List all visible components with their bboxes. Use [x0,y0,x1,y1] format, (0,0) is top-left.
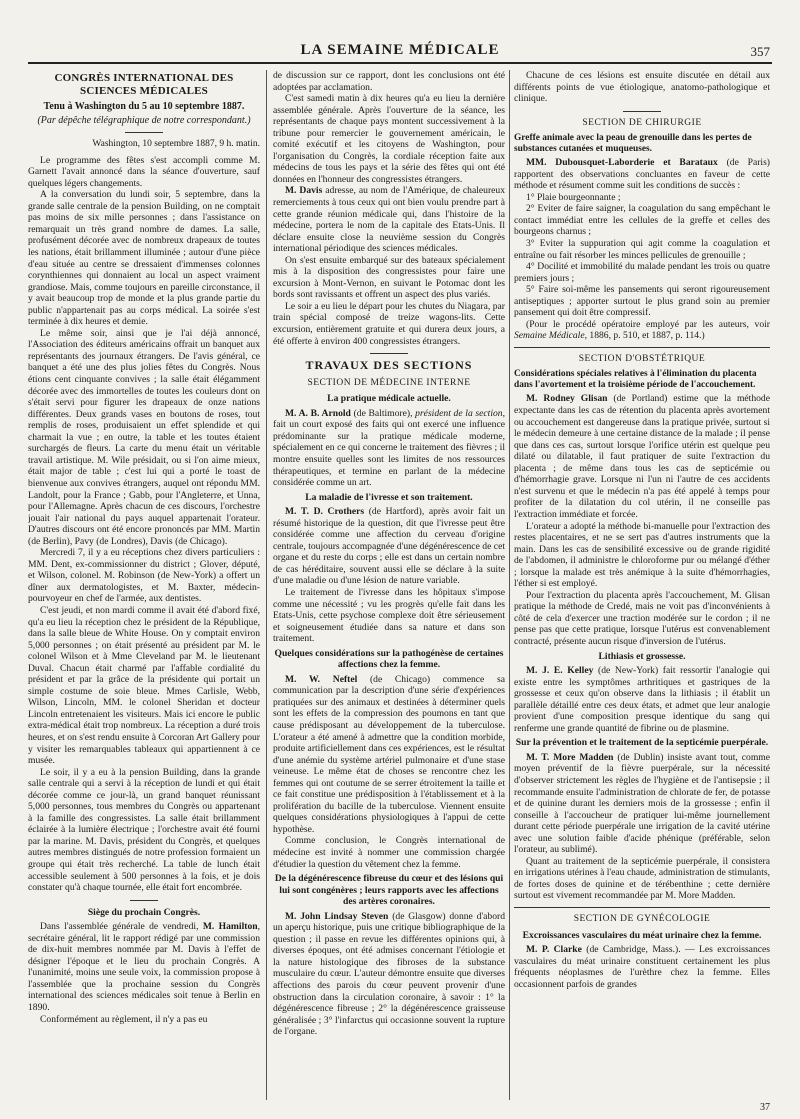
congress-title: CONGRÈS INTERNATIONAL DES SCIENCES MÉDICALES [54,72,234,97]
reference-note: (Pour le procédé opératoire employé par les auteurs, voir Semaine Médicale, 1886, p. 510, et 1887, p. 114.) [514,318,770,342]
page-number: 357 [750,44,770,59]
paragraph: M. W. Neftel (de Chicago) commence sa communication par la description d'une série d'expériences pratiquées sur des animaux et destinées à déterminer quels sont les effets de la compression des poumons en tant que cause prédisposant au développement de la tuberculose. L'orateur a été amené à admettre que la condition morbide, produite artificiellement dans ces expériences, est le résultat d'une anémie du système artériel pulmonaire et d'une stase veineuse. Le même état de choses se rencontre chez les femmes qui ont coutume de se serrer étroitement la taille et ce fait constitue une prédisposition à l'établissement et à la prolifération du bacille de la tuberculose. Viennent ensuite quelques considérations physiologiques à l'appui de cette hypothèse. [273,673,505,835]
speaker-name: M. Davis [285,185,323,197]
list-item: 4° Docilité et immobilité du malade pendant les trois ou quatre premiers jours ; [514,261,770,284]
paragraph: Le traitement de l'ivresse dans les hôpitaux s'impose comme une nécessité ; vu les progrès qu'elle fait dans les Etats-Unis, cette psychose complexe doit être sérieusement et soigneusement étudiée dans sa nature et dans son traitement. [273,586,505,645]
paragraph: C'est jeudi, et non mardi comme il avait été d'abord fixé, qu'a eu lieu la réception chez le président de la République, dans la salle bleue de White House. On y comptait environ 5,000 personnes ; on était présenté au président par M. le colonel Wilson et à Mme Cleveland par M. le lieutenant Duval. Chacun était charmé par l'affable cordialité du président et par la grâce de la présidente qui portait un simple costume de soie bleue. Mmes Carlisle, Webb, Wilson, Lincoln, MM. le colonel Sheridan et docteur Lincoln entretenaient les visiteurs. Mais ici encore le public extra-médical était trop nombreux. La réception a duré trois heures, et on s'est rendu ensuite à Corcoran Art Gallery pour y visiter les remarquables tableaux qui appartiennent à ce musée. [28,604,260,767]
sheet-signature: 37 [760,1102,770,1113]
paragraph: Le programme des fêtes s'est accompli comme M. Garnett l'avait annoncé dans la séance d'ouverture, sauf quelques légers changements. [28,154,260,189]
divider [130,900,158,901]
header-rule [28,62,772,64]
divider [514,347,770,348]
subsection-title: La pratique médicale actuelle. [327,393,451,405]
divider [514,907,770,908]
column-1 [28,70,260,1098]
column-divider-2 [509,70,510,1100]
list-item: 1° Plaie bourgeonnante ; [526,191,621,203]
speaker-name: M. Hamilton [202,921,258,933]
dateline: Washington, 10 septembre 1887, 9 h. matin. [92,139,260,150]
paragraph: M. P. Clarke (de Cambridge, Mass.). — Les excroissances vasculaires du méat urinaire constituent certainement les plus fréquents néoplasmes de l'urèthre chez la femme. Elles occasionnent parfois de grandes [514,944,770,990]
paragraph: Quant au traitement de la septicémie puerpérale, il consistera en irrigations utérines à l'eau chaude, administration de stimulants, de fortes doses de quinine et de térébenthine ; cette dernière surtout est vivement recommandée par M. More Madden. [514,855,770,902]
paragraph: Conformément au règlement, il n'y a pas eu [40,1013,208,1025]
speaker-name: M. W. Neftel [285,673,358,685]
paragraph: A la conversation du lundi soir, 5 septembre, dans la grande salle centrale de la pension Building, on ne comptait pas moins de six mille personnes ; dans l'assistance on remarquait un très grand nombre de dames. La salle, profusément décorée avec de nombreux drapeaux de toutes les nations, était brillamment illuminée ; autour d'une pièce d'eau située au centre se dressaient d'immenses colonnes corynthiennes qui donnaient au local un aspect vraiment grandiose. Mais, comme toujours en pareille circonstance, il y avait beaucoup trop de monde et la plus grande partie du public n'appartenait pas au corps médical. La soirée s'est terminée à dix heures et demie. [28,189,260,328]
paragraph: Le soir, il y a eu à la pension Building, dans la grande salle centrale qui a servi à la réception de lundi et qui était décorée comme ce jour-là, un grand banquet réunissant 5,000 personnes, tous membres du Congrès ou appartenant à la famille des congressistes. La salle était brillamment éclairée à la lumière électrique ; l'orchestre avait été fourni par la marine. M. Davis, président du Congrès, et quelques autres membres distingués de notre profession formaient un groupe qui était très recherché. La table de lunch était accessible seulement à 500 personnes à la fois, et je dois constater qu'à chaque tournée, elle était fort encombrée. [28,766,260,894]
column-2 [273,70,505,1098]
subsection-title: Sur la prévention et le traitement de la septicémie puerpérale. [515,737,769,749]
subsection-title: Greffe animale avec la peau de grenouille dans les pertes de substances cutanées et muqueuses. [514,133,752,154]
paragraph: M. T. D. Crothers (de Hartford), après avoir fait un résumé historique de la question, dit que l'ivresse peut être considérée comme une affection du cerveau d'origine centrale, toujours accompagnée d'une dégénérescence de cet organe et du reste du corps ; elle est dans un certain nombre de cas héréditaire, souvent aussi elle se déclare à la suite d'une maladie ou d'une lésion de nature variable. [273,506,505,587]
paragraph: M. John Lindsay Steven (de Glasgow) donne d'abord un aperçu historique, puis une critique bibliographique de la question ; il passe en revue les différentes opinions qui, à diverses époques, ont été admises concernant l'étiologie et la nature histologique des fibroses de la substance musculaire du cœur. L'auteur démontre ensuite que diverses affections des parois du cœur peuvent provenir d'une obstruction dans la circulation coronaire, à savoir : 1° la dégénérescence fibreuse ; 2° la dégénérescence graisseuse généralisée ; 3° l'infarctus qui occasionne souvent la rupture de l'organe. [273,910,505,1038]
congress-subtitle: Tenu à Washington du 5 au 10 septembre 1887. [43,101,245,112]
paragraph: On s'est ensuite embarqué sur des bateaux spécialement mis à la disposition des congressistes pour faire une excursion à Mont-Vernon, en suivant le Potomac dont les bords sont ravissants et offrent un aspect des plus variés. [273,254,505,301]
subsection-title: La maladie de l'ivresse et son traitement. [305,491,473,503]
paragraph: M. T. More Madden (de Dublin) insiste avant tout, comme moyen préventif de la fièvre puerpérale, sur la nécessité d'observer strictement les règles de l'hygiène et de l'antisepsie ; il recommande ensuite l'administration de chlorate de fer, de potasse et de quinine durant les derniers mois de la grossesse ; enfin il conseille à l'accoucheur de pratiquer lui-même journellement durant cette période puerpérale une irrigation de la cavité utérine avec une solution faible d'acide phénique (préférable, selon l'orateur, au sublimé). [514,751,770,856]
section-name: SECTION DE GYNÉCOLOGIE [573,914,711,924]
subsection-title: Quelques considérations sur la pathogénèse de certaines affections chez la femme. [274,647,504,671]
subsection-title: Considérations spéciales relatives à l'élimination du placenta dans l'avortement et la troisième période de l'accouchement. [514,369,757,390]
column-3 [514,70,770,1098]
speaker-name: M. Rodney Glisan [526,393,608,405]
subsection-title: Excroissances vasculaires du méat urinaire chez la femme. [522,929,762,941]
speaker-name: M. J. E. Kelley [526,665,594,677]
section-name: SECTION D'OBSTÉTRIQUE [578,353,706,364]
section-heading: TRAVAUX DES SECTIONS [305,358,473,373]
speaker-name: M. T. D. Crothers [285,506,365,518]
paragraph: L'orateur a adopté la méthode bi-manuelle pour l'extraction des restes placentaires, et ne se sert pas d'autres instruments que la main. Dans les cas de sensibilité excessive ou de grande rigidité de l'abdomen, il administre le chloroforme pur ou mélangé d'éther ; lorsque la malade est très anémique à la suite d'hémorrhagies, l'éther si est employé. [514,520,770,590]
speaker-name: MM. Dubousquet-Laborderie et Barataux [526,157,718,169]
paragraph: de discussion sur ce rapport, dont les conclusions ont été adoptées par acclamation. [273,70,505,93]
paragraph: Chacune de ces lésions est ensuite discutée en détail aux différents points de vue étiologique, anatomo-pathologique et clinique. [514,70,770,105]
paragraph: Mercredi 7, il y a eu réceptions chez divers particuliers : MM. Dent, ex-commissionner du district ; Glover, député, et Wilson, colonel. M. Robinson (de New-York) a offert un dîner aux dermatologistes, et M. Baxter, médecin-pourvoyeur en chef de l'armée, aux dentistes. [28,547,260,605]
paragraph: M. Rodney Glisan (de Portland) estime que la méthode expectante dans les cas de rétention du placenta après avortement ou accouchement est dangereuse dans la pratique privée, surtout si le médecin demeure à une certaine distance de la malade ; il pense que dans ces cas, surtout lorsque l'orifice utérin est quelque peu dilaté ou dilatable, il faut pratiquer de suite l'extraction du placenta ; de même dans tous les cas de septicémie ou d'hémorrhagie grave. Lorsque ni l'un ni l'autre de ces accidents n'est survenu et que le médecin n'a pas été appelé à temps pour profiter de la dilatation du col utérin, il ne conseille pas l'extraction immédiate et forcée. [514,393,770,520]
divider [623,111,661,112]
divider [370,353,408,354]
paragraph: Le soir a eu lieu le départ pour les chutes du Niagara, par train spécial composé de treize wagons-lits. Cette excursion, entièrement gratuite et qui durera deux jours, a été offerte à environ 400 congressistes étrangers. [273,300,505,347]
speaker-name: M. A. B. Arnold [285,407,351,419]
paragraph: Le même soir, ainsi que je l'ai déjà annoncé, l'Association des éditeurs américains offrait un banquet aux représentants des journaux étrangers. De l'avis général, ce banquet a été une des plus jolies fêtes du Congrès. Nous étions cent cinquante convives ; la salle était élégamment décorée avec des immortelles de toutes les couleurs dont on s'était servi pour figurer les drapeaux de onze nations différentes. Deux grands vases en boutons de roses, tout remplis de roses, produisaient un effet splendide et qui charmait la vue ; en outre, la table et les toutes étaient surchargés de fleurs. La carte du menu était un véritable travail artistique. M. Wile présidait, ou si l'on aime mieux, était major de table ; c'est lui qui a porté le toast de bienvenue aux convives étrangers, auquel ont répondu MM. Landolt, pour la France ; Gabb, pour l'Angleterre, et Unna, pour l'Allemagne. Après chacun de ces discours, l'orchestre jouait l'air national du pays auquel appartenait l'orateur. D'autres discours ont été encore prononcés par MM. Martin (de Berlin), Pavy (de Londres), Davis (de Chicago). [28,327,260,547]
section-name: SECTION DE CHIRURGIE [582,117,702,128]
column-divider-1 [266,70,267,1100]
paragraph: M. A. B. Arnold (de Baltimore), président de la section, fait un court exposé des faits qui ont exercé une influence prédominante sur la pratique médicale moderne, spécialement en ce qui concerne le traitement des fièvres ; il montre ensuite quelles sont les limites de nos ressources thérapeutiques, et termine en parlant de la médecine considérée comme un art. [273,407,505,489]
divider [125,132,163,133]
speaker-name: M. T. More Madden [526,751,614,763]
speaker-name: M. John Lindsay Steven [285,910,389,922]
section-name: SECTION DE MÉDECINE INTERNE [307,377,471,388]
list-item: 3° Eviter la suppuration qui agit comme la coagulation et entraîne ou fait résorber les minces pellicules de grenouille ; [514,238,770,261]
list-item: 5° Faire soi-même les pansements qui seront rigoureusement antiseptiques ; apporter surtout le plus grand soin au premier pansement qui doit être compressif. [514,284,770,319]
congress-source: (Par dépêche télégraphique de notre correspondant.) [37,114,251,126]
paragraph: Dans l'assemblée générale de vendredi, M. Hamilton, secrétaire général, lit le rapport rédigé par une commission de dix-huit membres nommée par M. Davis à l'effet de désigner l'époque et le lieu du prochain Congrès. A l'unanimité, moins une seule voix, la commission propose à l'assemblée que la prochaine session du Congrès international des sciences médicales soit tenue à Berlin en 1890. [28,921,260,1014]
speaker-name: M. P. Clarke [526,944,582,956]
paragraph: M. J. E. Kelley (de New-York) fait ressortir l'analogie qui existe entre les symptômes arthritiques et gastriques de la grossesse et ceux qu'on observe dans la lithiasis ; il établit un parallèle détaillé entre ces deux états, et admet que leur analogie provient d'une composition presque identique du sang qui renferme une grande quantité de fibrine ou de plasmine. [514,665,770,734]
paragraph: Comme conclusion, le Congrès international de médecine est invité à nommer une commission chargée d'étudier la question du vêtement chez la femme. [273,835,505,870]
journal-title: LA SEMAINE MÉDICALE [300,42,500,58]
subsection-title: Lithiasis et grossesse. [598,650,686,662]
paragraph: Pour l'extraction du placenta après l'accouchement, M. Glisan pratique la méthode de Credé, mais ne voit pas d'inconvénients à côté de cela d'exercer une traction modérée sur le cordon ; il ne pense pas que cette pratique, lorsque l'utérus est convenablement contracté, présente aucun risque d'inversion de l'utérus. [514,589,770,647]
paragraph: MM. Dubousquet-Laborderie et Barataux (de Paris) rapportent des observations concluantes en faveur de cette méthode et résument comme suit les conditions de succès : [514,157,770,192]
paragraph: M. Davis adresse, au nom de l'Amérique, de chaleureux remerciements à tous ceux qui ont bien voulu prendre part à cette grande réunion médicale qui, dans l'histoire de la médecine, portera le nom de la capitale des Etats-Unis. Il déclare ensuite close la neuvième session du Congrès international périodique des sciences médicales. [273,185,505,255]
paragraph: C'est samedi matin à dix heures qu'a eu lieu la dernière assemblée générale. Après l'ouverture de la séance, les représentants de chaque pays montent successivement à la tribune pour remercier le gouvernement américain, le comité exécutif et les citoyens de Washington, pour l'organisation du Congrès, la cordiale réception faite aux médecins de tous les pays et la série des fêtes qui ont été données en l'honneur des congressistes étrangers. [273,93,505,185]
subsection-title: De la dégénérescence fibreuse du cœur et des lésions qui lui sont congénères ; leurs rapports avec les affections des artères coronaires. [274,873,504,908]
subsection-title: Siège du prochain Congrès. [87,906,201,918]
list-item: 2° Eviter de faire saigner, la coagulation du sang empêchant le contact immédiat entre les cellules de la greffe et celles des bourgeons charnus ; [514,203,770,238]
